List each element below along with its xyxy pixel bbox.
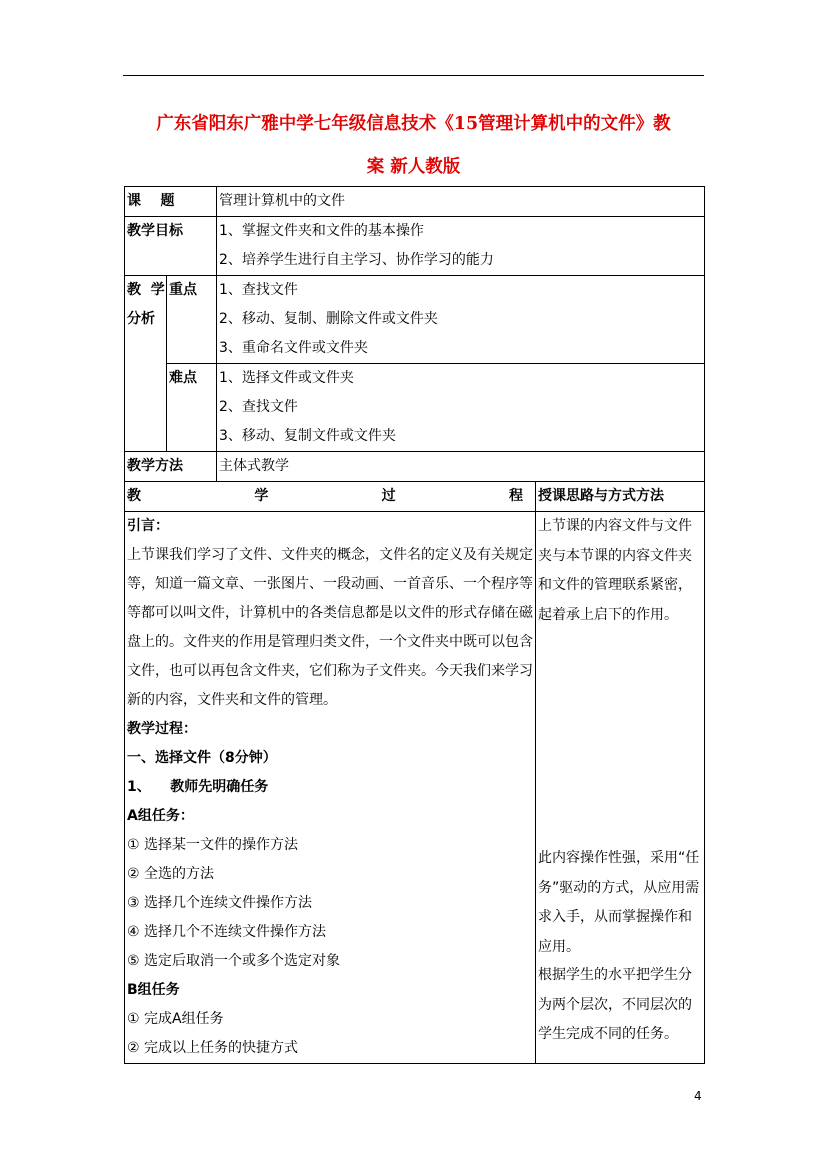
- row-key-points: [125, 276, 705, 364]
- key-list: [217, 276, 705, 364]
- group-a-label: A组任务：: [127, 808, 194, 824]
- page-number: 4: [694, 1089, 702, 1103]
- process-header-char: 过: [381, 488, 396, 504]
- method-label: 教学方法: [125, 452, 217, 482]
- intro-label: 引言：: [127, 518, 169, 534]
- group-a-item: ⑤ 选定后取消一个或多个选定对象: [127, 953, 341, 969]
- document-title-line2: 案 新人教版: [366, 157, 461, 177]
- group-b-item: ② 完成以上任务的快捷方式: [127, 1040, 299, 1056]
- goal-item: 1、掌握文件夹和文件的基本操作: [219, 223, 424, 239]
- process-header-char: 程: [508, 488, 523, 504]
- teaching-note: 此内容操作性强，采用“任务”驱动的方式，从应用需求入手，从而掌握操作和应用。: [538, 850, 700, 955]
- header-rule: [123, 75, 704, 76]
- group-a-item: ② 全选的方法: [127, 866, 215, 882]
- topic-value: 管理计算机中的文件: [217, 187, 705, 217]
- teaching-note: 根据学生的水平把学生分为两个层次，不同层次的学生完成不同的任务。: [538, 967, 692, 1042]
- difficulty-item: 3、移动、复制文件或文件夹: [219, 428, 396, 444]
- difficulty-label: 难点: [167, 364, 217, 452]
- difficulty-item: 2、查找文件: [219, 399, 298, 415]
- analysis-label-1: 教 学: [127, 282, 165, 298]
- ideas-column: [536, 512, 705, 1064]
- row-process-body: [125, 512, 705, 1064]
- method-value: 主体式教学: [217, 452, 705, 482]
- group-b-label: B组任务: [127, 982, 180, 998]
- row-topic: [125, 187, 705, 217]
- key-item: 3、重命名文件或文件夹: [219, 340, 368, 356]
- process-header-char: 教: [127, 488, 141, 504]
- row-difficulty: [125, 364, 705, 452]
- teaching-note: 上节课的内容文件与文件夹与本节课的内容文件夹和文件的管理联系紧密，起着承上启下的作用。: [538, 518, 692, 623]
- section-heading: 一、选择文件（8分钟）: [127, 750, 277, 766]
- process-header: [125, 482, 536, 512]
- difficulty-item: 1、选择文件或文件夹: [219, 370, 354, 386]
- analysis-label-2: 分析: [127, 311, 155, 327]
- key-item: 1、查找文件: [219, 282, 298, 298]
- difficulty-list: [217, 364, 705, 452]
- row-goals: [125, 217, 705, 276]
- goal-item: 2、培养学生进行自主学习、协作学习的能力: [219, 252, 494, 268]
- group-a-item: ④ 选择几个不连续文件操作方法: [127, 924, 327, 940]
- row-process-header: [125, 482, 705, 512]
- group-b-item: ① 完成A组任务: [127, 1011, 224, 1027]
- group-a-item: ③ 选择几个连续文件操作方法: [127, 895, 313, 911]
- step-heading: 1、 教师先明确任务: [127, 779, 269, 795]
- analysis-label: [125, 276, 167, 452]
- topic-label: 课 题: [125, 187, 217, 217]
- group-a-item: ① 选择某一文件的操作方法: [127, 837, 299, 853]
- process-label: 教学过程：: [127, 721, 197, 737]
- key-item: 2、移动、复制、删除文件或文件夹: [219, 311, 438, 327]
- key-label: 重点: [167, 276, 217, 364]
- process-body: [125, 512, 536, 1064]
- lesson-plan-table: [124, 186, 705, 1064]
- document-title-line1: 广东省阳东广雅中学七年级信息技术《15管理计算机中的文件》教: [156, 114, 671, 134]
- row-method: [125, 452, 705, 482]
- goal-label: 教学目标: [125, 217, 217, 276]
- process-header-char: 学: [254, 488, 269, 504]
- ideas-header: 授课思路与方式方法: [536, 482, 705, 512]
- intro-text: 上节课我们学习了文件、文件夹的概念，文件名的定义及有关规定等，知道一篇文章、一张图片、一段动画、一首音乐、一个程序等等都可以叫文件，计算机中的各类信息都是以文件的形式存储在磁盘上的。文件夹的作用是管理归类文件，一个文件夹中既可以包含文件，也可以再包含文件夹，它们称为子文件夹。今天我们来学习新的内容，文件夹和文件的管理。: [127, 547, 533, 708]
- goal-list: [217, 217, 705, 276]
